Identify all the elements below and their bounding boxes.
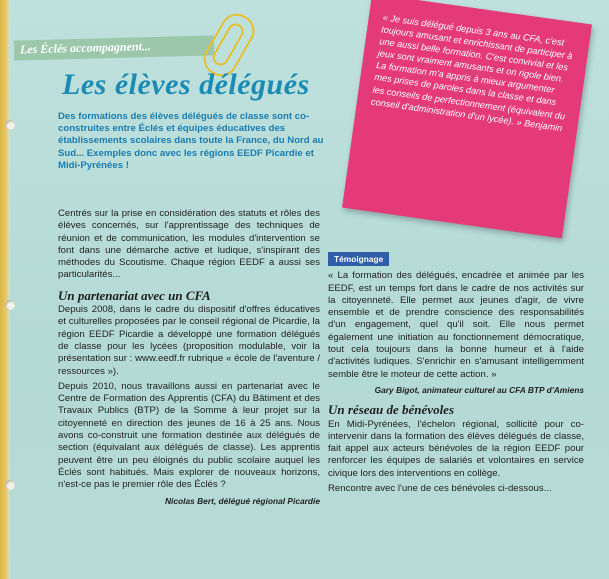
page-title: Les élèves délégués — [62, 68, 310, 101]
binding-edge — [0, 0, 10, 579]
intro-text: Des formations des élèves délégués de classe sont co-construites entre Éclés et équipes éducatives des établissements scolaires dans toute la France, du Nord au Sud... Exemples donc avec les régions EEDF Picardie et Midi-Pyrénées ! — [58, 111, 324, 171]
section-label-text: Les Éclés accompagnent... — [19, 39, 152, 57]
right-column — [328, 252, 584, 498]
testimony-quote: « La formation des délégués, encadrée et animée par les EEDF, est un temps fort dans le cadre de nos activités sur la citoyenneté. Elle permet aux jeunes d'agir, de vivre ensemble et de prendre conscience des responsabilités d'un engagement, quel qu'il soit. Elle nous permet également une initiation au fonctionnement démocratique, tout cela toujours dans la bonne humeur et à l'aide d'activités ludiques. S'enrichir en s'amusant intelligemment semble être le moteur de cette action. » — [328, 270, 584, 380]
paragraph: Centrés sur la prise en considération des statuts et rôles des élèves concernés, sur l'apprentissage des techniques de réunion et de communication, les modules d'intervention se font dans une démarche active et ludique, s'inspirant des méthodes du Scoutisme. Chaque région EEDF a aussi ses particularités... — [58, 208, 320, 281]
left-column — [58, 208, 320, 509]
sticky-note-quote: « Je suis délégué depuis 3 ans au CFA, c'est toujours amusant et enrichissant de participer à une aussi belle formation. C'est convivial et les jeux sont vraiment amusants et on rigole bien. La formation m'a appris à mieux argumenter mes prises de paroles dans la classe et dans les conseils de perfectionnement (équivalent du conseil d'administration d'un lycée). » Benjamin — [370, 12, 574, 133]
punch-hole — [5, 300, 15, 310]
paragraph: Depuis 2008, dans le cadre du dispositif d'offres éducatives et culturelles proposées par le conseil régional de Picardie, la région EEDF Picardie a développé une formation délégués de classe pour les lycées (proposition modulable, voir la présentation sur : www.eedf.fr rubrique « école de l'aventure / ressources »). — [58, 304, 320, 377]
signature: Nicolas Bert, délégué régional Picardie — [165, 495, 320, 506]
section-heading: Un partenariat avec un CFA — [58, 287, 211, 303]
punch-hole — [5, 480, 15, 490]
testimony-badge: Témoignage — [328, 252, 389, 266]
section-label — [14, 35, 214, 60]
sticky-note — [342, 0, 592, 238]
paragraph: En Midi-Pyrénées, l'échelon régional, sollicité pour co-intervenir dans la formation des élèves délégués de classe, fait appel aux acteurs bénévoles de la région EEDF pour renforcer les équipes de salariés et volontaires en service civique lors des interventions en collège. — [328, 418, 584, 479]
paragraph: Depuis 2010, nous travaillons aussi en partenariat avec le Centre de Formation des Apprentis (CFA) du Bâtiment et des Travaux Publics (BTP) de la Somme à leur projet sur la citoyenneté en direction des jeunes de 16 à 25 ans. Nous avons co-construit une formation destinée aux délégués de section (équivalant aux délégués de classe). Les apprentis peuvent être un peu éloignés du public scolaire auquel les Éclés sont habitués. Mais explorer de nouveaux horizons, n'est-ce pas le premier rôle des Éclés ? — [58, 380, 320, 491]
punch-hole — [5, 120, 15, 130]
paragraph: Rencontre avec l'une de ces bénévoles ci-dessous... — [328, 483, 552, 495]
signature: Gary Bigot, animateur culturel au CFA BTP d'Amiens — [374, 384, 584, 395]
section-heading: Un réseau de bénévoles — [328, 402, 455, 418]
